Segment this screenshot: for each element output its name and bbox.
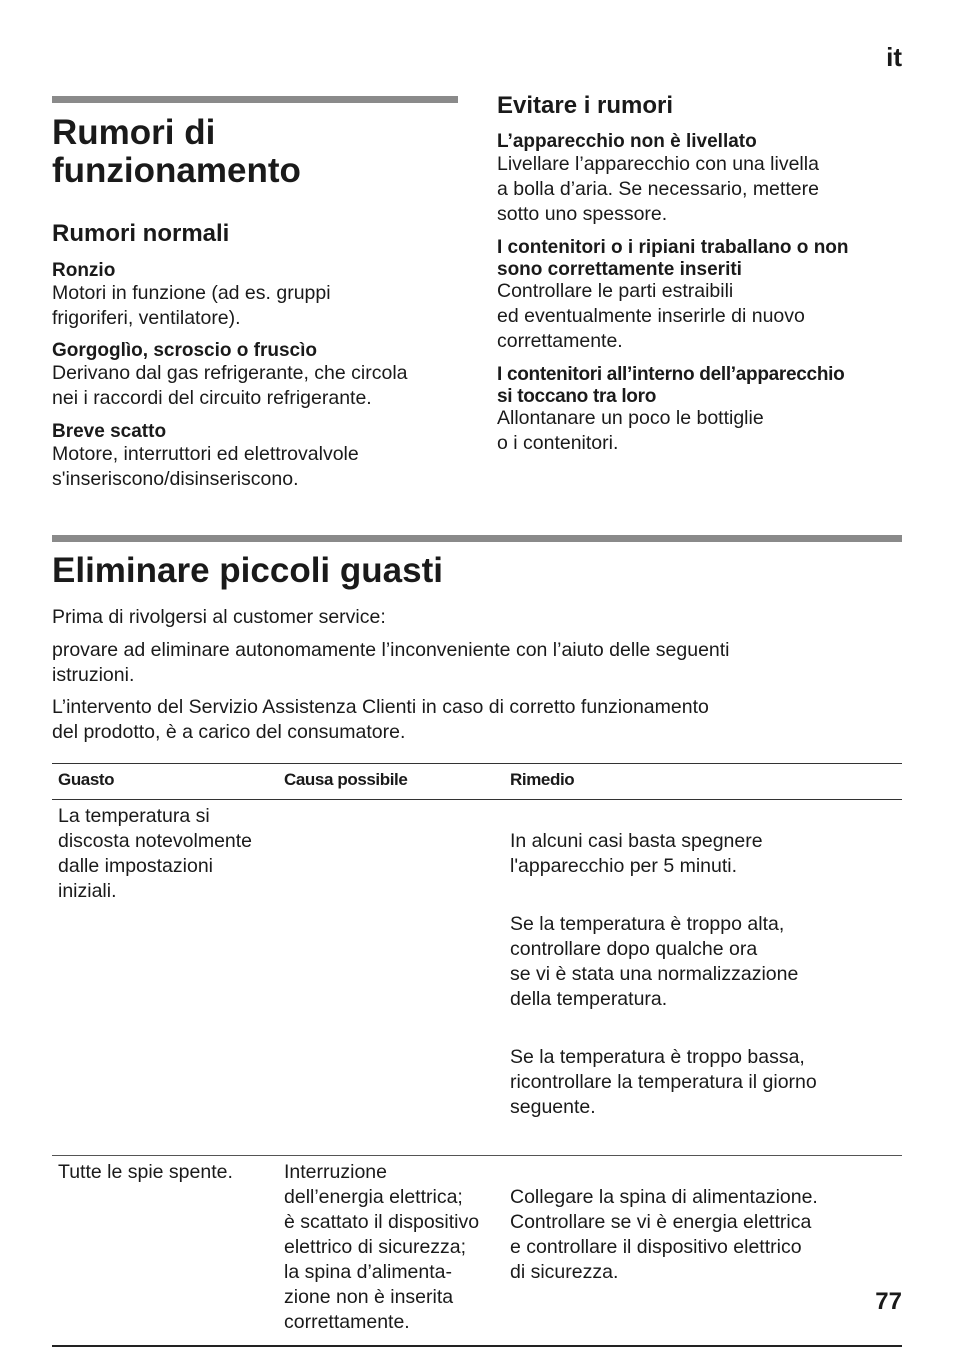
text-click: Motore, interruttori ed elettrovalvole s'inseriscono/disinseriscono. bbox=[52, 443, 359, 490]
text-gurgle: Derivano dal gas refrigerante, che circola nei i raccordi del circuito refrigerante. bbox=[52, 362, 408, 409]
intro-paragraph: Prima di rivolgersi al customer service: bbox=[52, 606, 386, 628]
column-header-remedy: Rimedio bbox=[504, 764, 902, 800]
table-header-row bbox=[52, 764, 902, 800]
cell-cause: Interruzione dell’energia elettrica; è scattato il dispositivo elettrico di sicurezza; la spina d’alimenta- zione non è inserita correttamente. bbox=[278, 1156, 504, 1347]
section-title-noise: Rumori di funzionamento bbox=[52, 113, 301, 190]
remedy-paragraph: Se la temperatura è troppo bassa, ricontrollare la temperatura il giorno seguente. bbox=[510, 1046, 817, 1118]
remedy-paragraph: Se la temperatura è troppo alta, controllare dopo qualche ora se vi è stata una normalizzazione della temperatura. bbox=[510, 913, 799, 1010]
cell-fault: Tutte le spie spente. bbox=[52, 1156, 278, 1347]
section-divider bbox=[52, 96, 458, 103]
subheading-hum: Ronzio bbox=[52, 260, 116, 281]
cell-remedy bbox=[504, 800, 902, 1156]
subheading-gurgle: Gorgoglìo, scroscio o fruscìo bbox=[52, 340, 317, 361]
table-row bbox=[52, 1156, 902, 1347]
heading-normal-noises: Rumori normali bbox=[52, 220, 230, 247]
column-header-cause: Causa possibile bbox=[278, 764, 504, 800]
section-divider bbox=[52, 535, 902, 542]
language-marker: it bbox=[886, 42, 902, 72]
heading-avoid-noises: Evitare i rumori bbox=[497, 92, 674, 119]
remedy-paragraph: In alcuni casi basta spegnere l'apparecchio per 5 minuti. bbox=[510, 830, 763, 877]
service-cost-paragraph: L’intervento del Servizio Assistenza Clienti in caso di corretto funzionamento del prodotto, è a carico del consumatore. bbox=[52, 696, 709, 743]
subheading-click: Breve scatto bbox=[52, 421, 167, 442]
section-title-troubleshooting: Eliminare piccoli guasti bbox=[52, 551, 443, 590]
text-not-level: Livellare l’apparecchio con una livella a bolla d’aria. Se necessario, mettere sotto uno spessore. bbox=[497, 153, 819, 225]
cell-cause bbox=[278, 800, 504, 1156]
subheading-wobble: I contenitori o i ripiani traballano o non sono correttamente inseriti bbox=[497, 237, 849, 280]
subheading-touching: I contenitori all’interno dell’apparecchio si toccano tra loro bbox=[497, 364, 845, 407]
text-hum: Motori in funzione (ad es. gruppi frigoriferi, ventilatore). bbox=[52, 282, 331, 329]
page-number: 77 bbox=[875, 1288, 902, 1315]
text-touching: Allontanare un poco le bottiglie o i contenitori. bbox=[497, 407, 764, 454]
column-header-fault: Guasto bbox=[52, 764, 278, 800]
subheading-not-level: L’apparecchio non è livellato bbox=[497, 131, 757, 152]
text-wobble: Controllare le parti estraibili ed eventualmente inserirle di nuovo correttamente. bbox=[497, 280, 805, 352]
instructions-paragraph: provare ad eliminare autonomamente l’inconveniente con l’aiuto delle seguenti istruzioni. bbox=[52, 639, 730, 686]
table-row bbox=[52, 800, 902, 1156]
remedy-paragraph: Collegare la spina di alimentazione. Controllare se vi è energia elettrica e controllare il dispositivo elettrico di sicurezza. bbox=[510, 1186, 818, 1283]
troubleshooting-table bbox=[52, 763, 902, 1347]
cell-remedy bbox=[504, 1156, 902, 1347]
cell-fault: La temperatura si discosta notevolmente dalle impostazioni iniziali. bbox=[58, 805, 253, 902]
